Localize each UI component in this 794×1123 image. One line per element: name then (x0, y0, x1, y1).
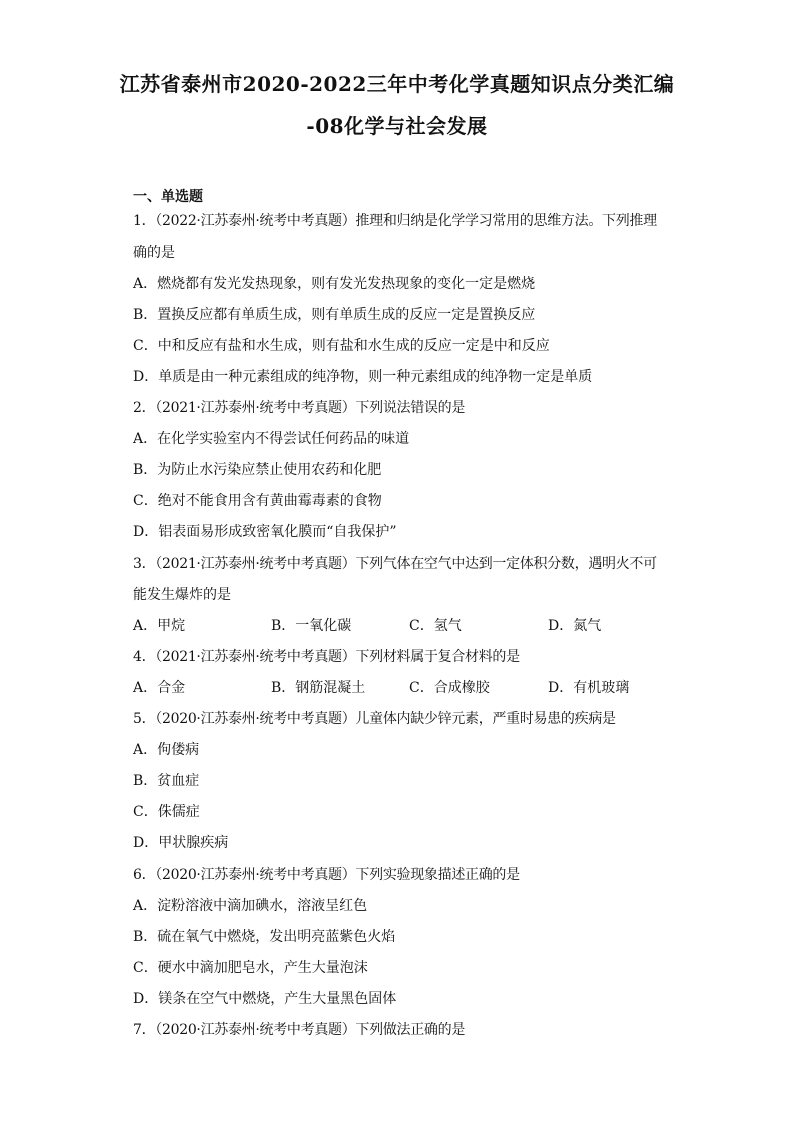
question-3-option-b: B．一氧化碳 (271, 618, 352, 634)
question-2-option-b: B．为防止水污染应禁止使用农药和化肥 (133, 462, 382, 478)
question-2-option-a: A．在化学实验室内不得尝试任何药品的味道 (133, 431, 410, 447)
question-5-option-d: D．甲状腺疾病 (133, 835, 229, 851)
question-1-stem-cont: 确的是 (133, 245, 175, 261)
question-4-option-d: D．有机玻璃 (548, 680, 630, 696)
question-7-stem: 7．（2020·江苏泰州·统考中考真题）下列做法正确的是 (133, 1022, 466, 1038)
question-3-option-d: D．氮气 (548, 618, 602, 634)
question-5-stem: 5．（2020·江苏泰州·统考中考真题）儿童体内缺少锌元素，严重时易患的疾病是 (133, 711, 616, 727)
document-title-line2: -08化学与社会发展 (306, 114, 488, 138)
question-6-stem: 6．（2020·江苏泰州·统考中考真题）下列实验现象描述正确的是 (133, 867, 520, 883)
question-4-option-c: C．合成橡胶 (409, 680, 490, 696)
question-6-option-a: A．淀粉溶液中滴加碘水，溶液呈红色 (133, 898, 368, 914)
question-2-option-c: C．绝对不能食用含有黄曲霉毒素的食物 (133, 493, 382, 509)
question-3-option-a: A．甲烷 (133, 618, 186, 634)
question-6-option-b: B．硫在氧气中燃烧，发出明亮蓝紫色火焰 (133, 929, 396, 945)
question-1-option-a: A．燃烧都有发光发热现象，则有发光发热现象的变化一定是燃烧 (133, 276, 536, 292)
section-heading: 一、单选题 (133, 189, 203, 205)
question-3-stem: 3．（2021·江苏泰州·统考中考真题）下列气体在空气中达到一定体积分数，遇明火不可 (133, 556, 657, 572)
question-4-stem: 4．（2021·江苏泰州·统考中考真题）下列材料属于复合材料的是 (133, 649, 520, 665)
question-2-option-d: D．铝表面易形成致密氧化膜而“自我保护” (133, 524, 397, 540)
question-1-option-b: B．置换反应都有单质生成，则有单质生成的反应一定是置换反应 (133, 307, 536, 323)
question-6-option-d: D．镁条在空气中燃烧，产生大量黑色固体 (133, 991, 397, 1007)
question-4-option-b: B．钢筋混凝土 (271, 680, 366, 696)
question-5-option-b: B．贫血症 (133, 773, 200, 789)
question-5-option-c: C．侏儒症 (133, 804, 200, 820)
question-3-option-c: C．氢气 (409, 618, 462, 634)
question-3-stem-cont: 能发生爆炸的是 (133, 587, 231, 603)
question-5-option-a: A．佝偻病 (133, 742, 200, 758)
question-6-option-c: C．硬水中滴加肥皂水，产生大量泡沫 (133, 960, 368, 976)
question-2-stem: 2．（2021·江苏泰州·统考中考真题）下列说法错误的是 (133, 400, 466, 416)
question-1-option-d: D．单质是由一种元素组成的纯净物，则一种元素组成的纯净物一定是单质 (133, 369, 593, 385)
question-1-stem: 1．（2022·江苏泰州·统考中考真题）推理和归纳是化学学习常用的思维方法。下列推理 (133, 213, 657, 229)
question-1-option-c: C．中和反应有盐和水生成，则有盐和水生成的反应一定是中和反应 (133, 338, 550, 354)
document-title-line1: 江苏省泰州市2020-2022三年中考化学真题知识点分类汇编 (119, 72, 675, 96)
question-4-option-a: A．合金 (133, 680, 186, 696)
